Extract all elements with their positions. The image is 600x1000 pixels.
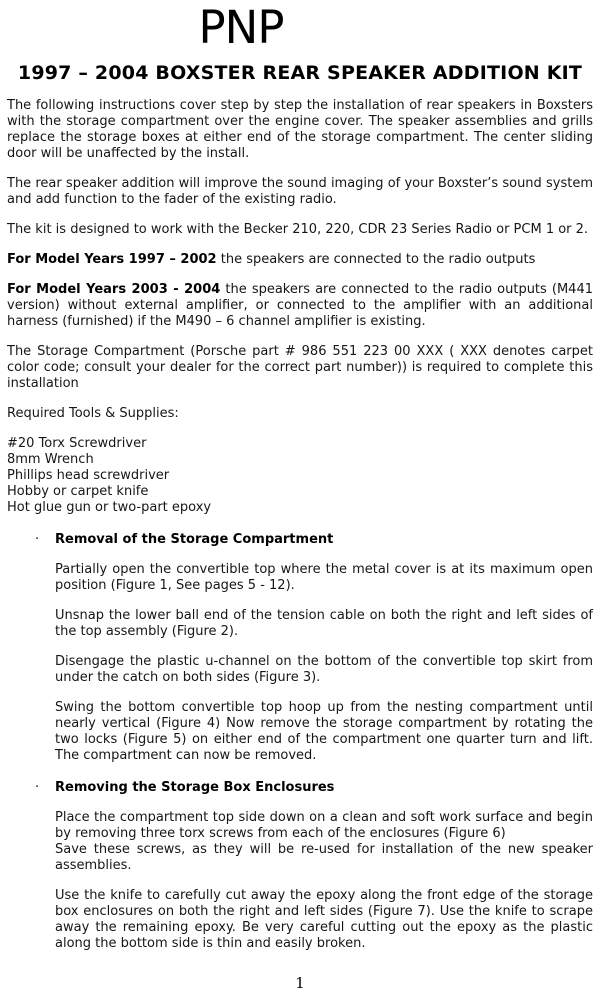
tool-item: #20 Torx Screwdriver (7, 436, 147, 451)
paragraph: The rear speaker addition will improve the sound imaging of your Boxster’s sound system and add function to the fader of the existing radio. (7, 176, 593, 207)
tool-item: Phillips head screwdriver (7, 468, 170, 483)
bullet-icon: · (35, 532, 40, 547)
intro-section (7, 98, 593, 422)
paragraph: The kit is designed to work with the Becker 210, 220, CDR 23 Series Radio or PCM 1 or 2. (7, 222, 589, 237)
tool-item: Hobby or carpet knife (7, 484, 149, 499)
paragraph: The following instructions cover step by step the installation of rear speakers in Boxsters with the storage compartment over the engine cover. The speaker assemblies and grills replace the storage boxes at either end of the storage compartment. The center sliding door will be unaffected by the install. (7, 98, 593, 161)
paragraph: For Model Years 1997 – 2002 the speakers are connected to the radio outputs (7, 252, 536, 267)
paragraph: The Storage Compartment (Porsche part # 986 551 223 00 XXX ( XXX denotes carpet color code; consult your dealer for the correct part number)) is required to complete this installation (7, 344, 593, 391)
document-title: 1997 – 2004 BOXSTER REAR SPEAKER ADDITION KIT (17, 62, 583, 84)
instruction-paragraph (55, 562, 593, 594)
paragraph-lead-bold: For Model Years 1997 – 2002 (7, 252, 217, 267)
instruction-paragraph (55, 888, 593, 952)
tool-item: Hot glue gun or two-part epoxy (7, 500, 212, 515)
paragraph: For Model Years 2003 - 2004 the speakers are connected to the radio outputs (M441 version) without external amplifier, or connected to the amplifier with an additional harness (furnished) if the M490 – 6 channel amplifier is existing. (7, 282, 593, 329)
paragraph-lead-bold: For Model Years 2003 - 2004 (7, 282, 221, 297)
paragraph: Required Tools & Supplies: (7, 406, 179, 421)
instruction-sections (7, 532, 593, 952)
tool-item: 8mm Wrench (7, 452, 94, 467)
instruction-paragraph (55, 700, 593, 764)
page-number: 1 (295, 974, 305, 992)
tools-list (7, 436, 593, 516)
section-heading (7, 532, 593, 548)
section-heading-text: Removal of the Storage Compartment (55, 532, 334, 547)
instruction-text: Unsnap the lower ball end of the tension cable on both the right and left sides of the top assembly (Figure 2). (55, 608, 593, 639)
pnp-logo: PNP (198, 1, 284, 54)
section-heading-text: Removing the Storage Box Enclosures (55, 780, 335, 795)
instruction-text: Partially open the convertible top where the metal cover is at its maximum open position (Figure 1, See pages 5 - 12). (55, 562, 593, 593)
instruction-text: Place the compartment top side down on a clean and soft work surface and begin by removing three torx screws from each of the enclosures (Figure 6) (55, 810, 593, 841)
instruction-text: Disengage the plastic u-channel on the bottom of the convertible top skirt from under the catch on both sides (Figure 3). (55, 654, 593, 685)
bullet-icon: · (35, 780, 40, 795)
instruction-paragraph (55, 810, 593, 874)
instruction-text: Use the knife to carefully cut away the epoxy along the front edge of the storage box enclosures on both the right and left sides (Figure 7). Use the knife to scrape away the remaining epoxy. Be very careful cutting out the epoxy as the plastic along the bottom side is thin and easily broken. (55, 888, 593, 951)
instruction-text: Save these screws, as they will be re-used for installation of the new speaker assemblies. (55, 842, 593, 873)
instruction-text: Swing the bottom convertible top hoop up from the nesting compartment until nearly vertical (Figure 4) Now remove the storage compartment by rotating the two locks (Figure 5) on either end of the compartment one quarter turn and lift. The compartment can now be removed. (55, 700, 593, 763)
instruction-paragraph (55, 608, 593, 640)
instruction-paragraph (55, 654, 593, 686)
section-heading (7, 780, 593, 796)
